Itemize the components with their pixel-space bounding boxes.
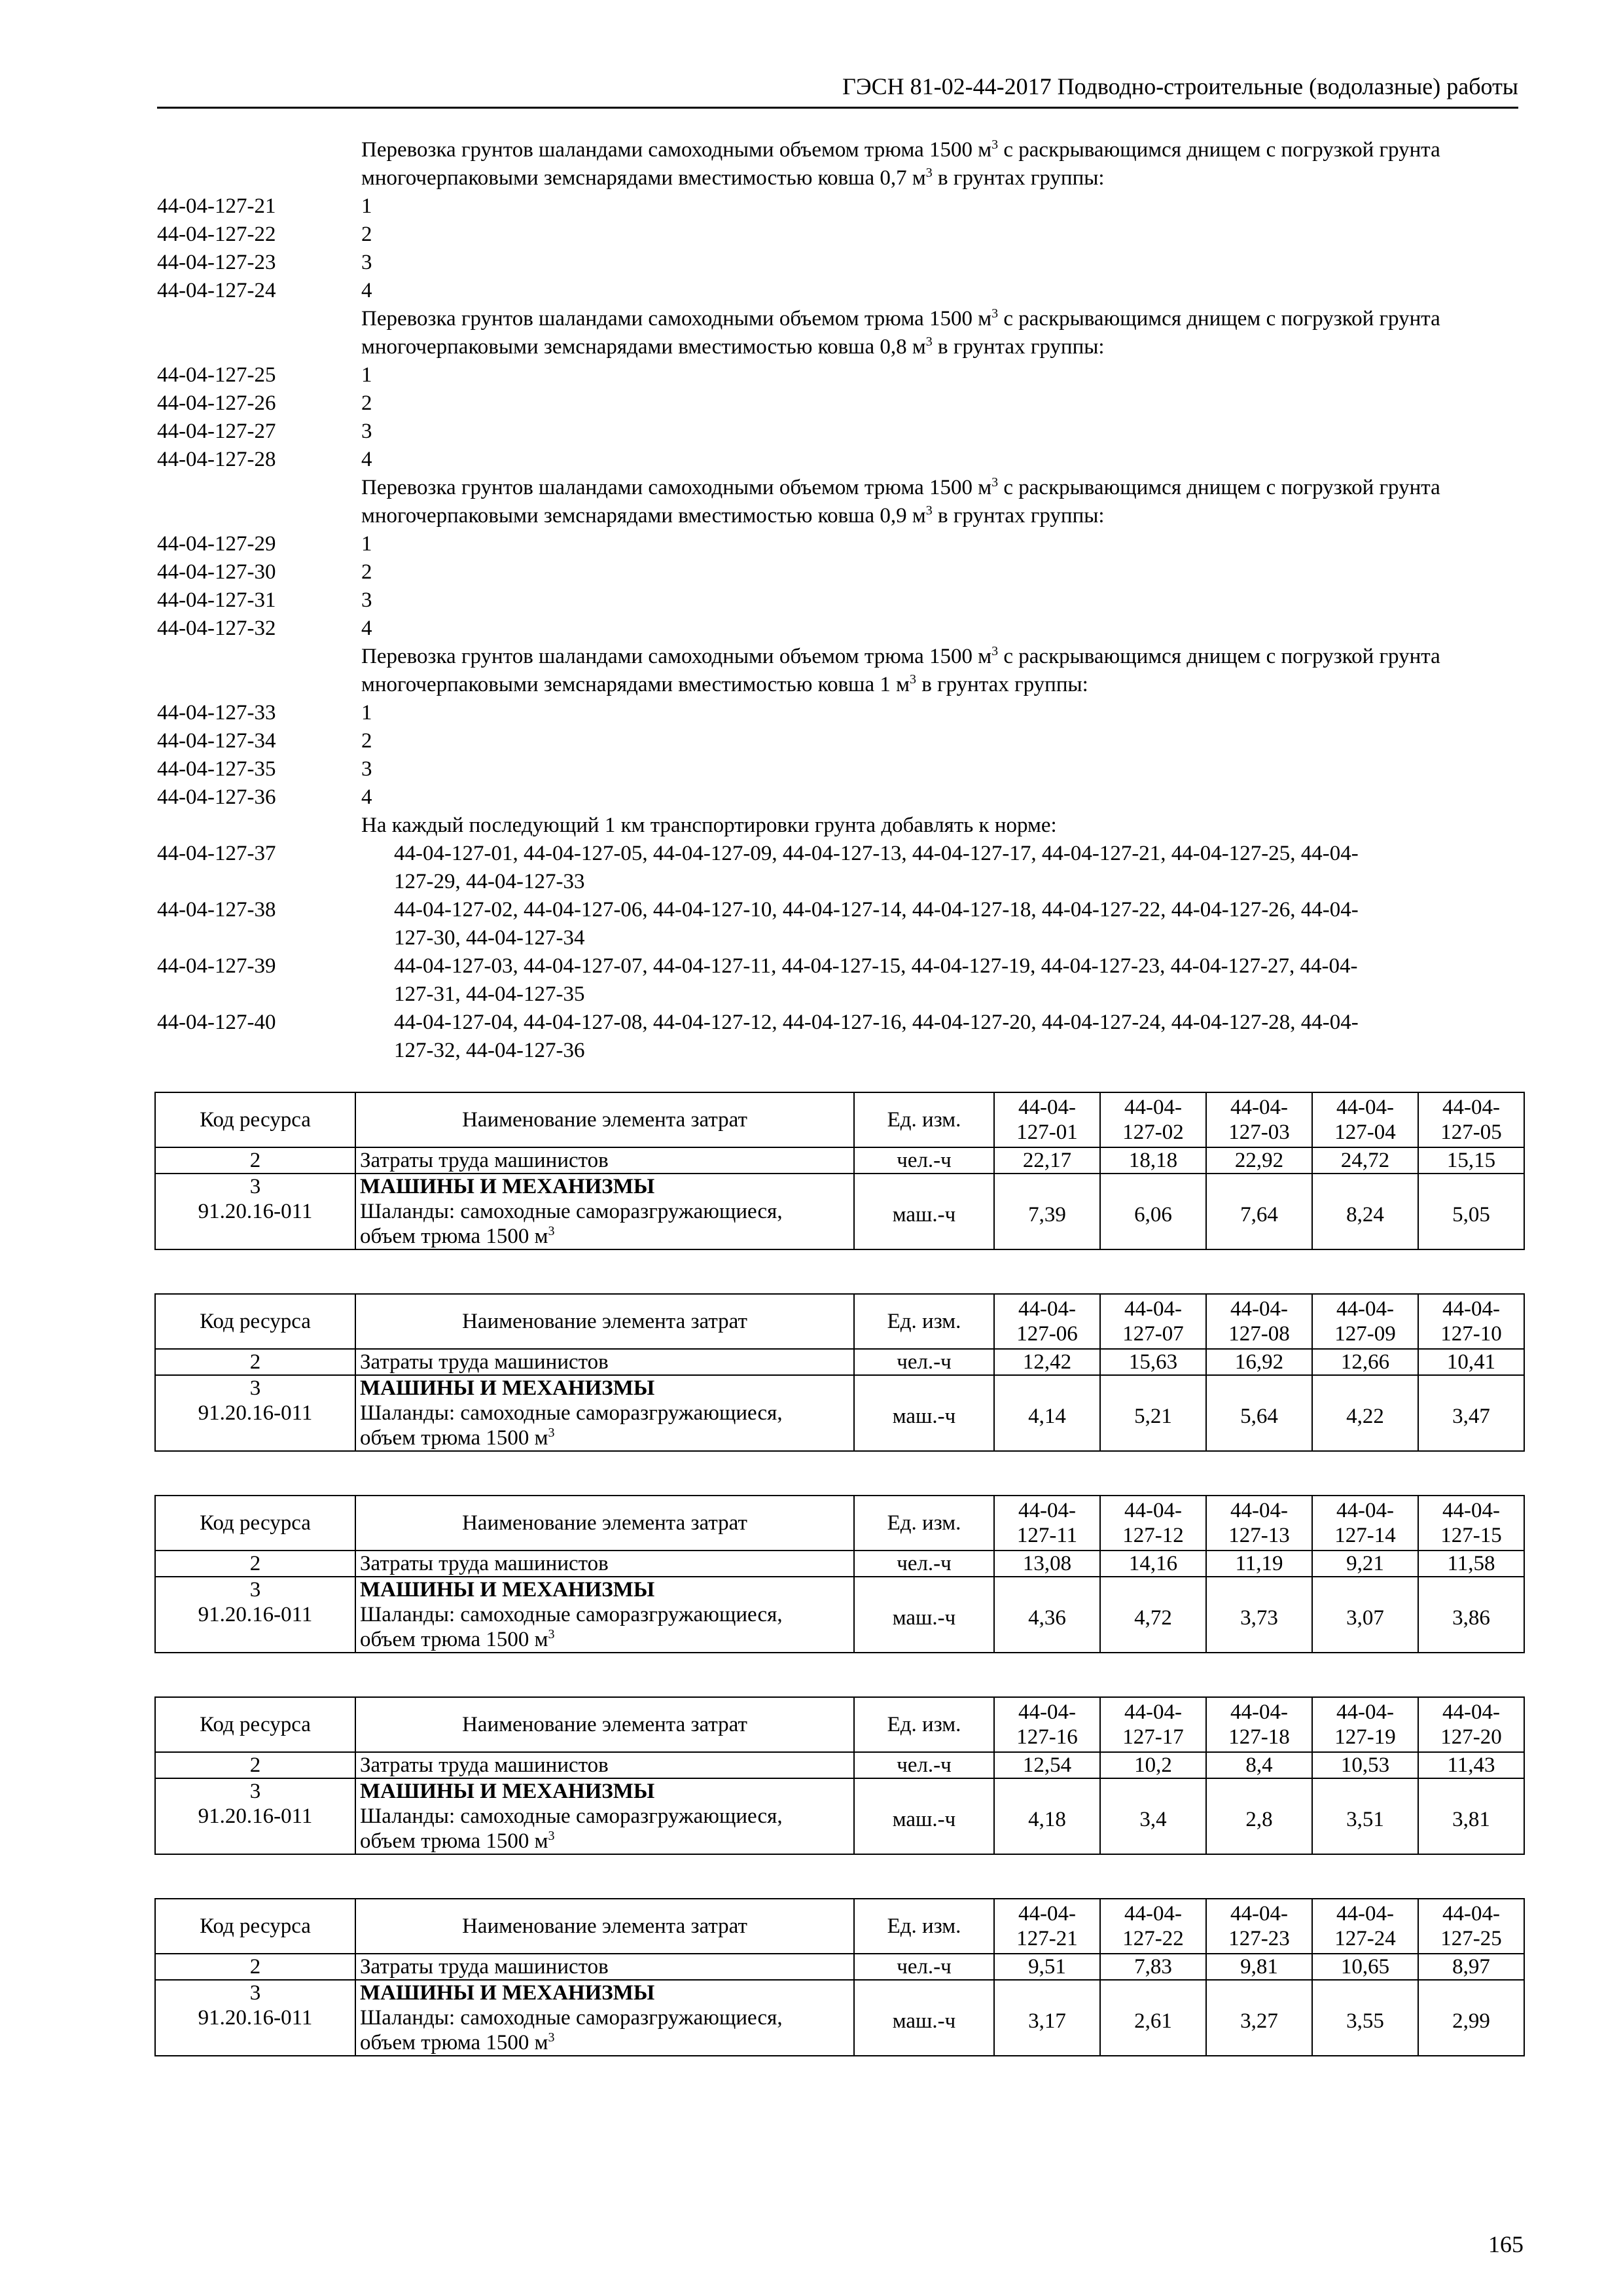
norm-code-prefix: 44-04- xyxy=(1230,1096,1288,1119)
soil-group: 4 xyxy=(361,448,372,471)
norm-code-prefix: 44-04- xyxy=(1442,1902,1500,1926)
section-code: 3 xyxy=(249,1981,261,2005)
table-header-row xyxy=(155,1899,1524,1954)
norm-code-suffix: 127-10 xyxy=(1440,1322,1502,1346)
header-norm-code xyxy=(1312,1294,1418,1349)
resource-unit: чел.-ч xyxy=(854,1147,994,1174)
table-row xyxy=(155,1349,1524,1375)
soil-group: 1 xyxy=(361,363,372,387)
norm-code: 44-04-127-28 xyxy=(157,448,276,471)
norm-code: 44-04-127-33 xyxy=(157,701,276,725)
norm-code: 44-04-127-23 xyxy=(157,251,276,274)
header-norm-code xyxy=(1206,1899,1312,1954)
header-rule xyxy=(157,107,1518,109)
norm-code-prefix: 44-04- xyxy=(1230,1700,1288,1724)
table-row xyxy=(155,1778,1524,1854)
header-norm-code xyxy=(994,1092,1100,1147)
norm-item xyxy=(157,277,1518,305)
header-norm-code xyxy=(1312,1899,1418,1954)
resource-value: 3,4 xyxy=(1100,1778,1206,1854)
soil-group: 3 xyxy=(361,588,372,612)
additional-codes-line: 44-04-127-03, 44-04-127-07, 44-04-127-11, 44-04-127-15, 44-04-127-19, 44-04-127-23, 44-04-127-27, 44-04- xyxy=(394,954,1358,978)
resource-value: 5,21 xyxy=(1100,1375,1206,1451)
norm-code-suffix: 127-07 xyxy=(1122,1322,1184,1346)
norm-item xyxy=(157,249,1518,277)
resource-value: 24,72 xyxy=(1312,1147,1418,1174)
norm-code-prefix: 44-04- xyxy=(1018,1902,1076,1926)
header-norm-code xyxy=(994,1899,1100,1954)
section-title: МАШИНЫ И МЕХАНИЗМЫ xyxy=(360,1981,655,2005)
soil-group: 4 xyxy=(361,279,372,302)
group-description: Перевозка грунтов шаландами самоходными объемом трюма 1500 $м^3$ с раскрывающимся днищем с погрузкой грунта многочерпаковыми земснарядами вместимостью ковша 0,9 $м^3$ в грунтах группы: xyxy=(361,475,1440,528)
resource-value: 3,81 xyxy=(1418,1778,1524,1854)
soil-group: 2 xyxy=(361,560,372,584)
resource-unit: чел.-ч xyxy=(854,1551,994,1577)
machine-name-text: объем трюма 1500 м xyxy=(360,1628,548,1651)
header-norm-code xyxy=(1206,1092,1312,1147)
header-code: Код ресурса xyxy=(155,1294,355,1349)
machine-code: 91.20.16-011 xyxy=(198,1603,313,1626)
resource-value: 8,24 xyxy=(1312,1174,1418,1249)
norm-code-prefix: 44-04- xyxy=(1336,1700,1394,1724)
norm-code-suffix: 127-12 xyxy=(1122,1524,1184,1547)
group-description: Перевозка грунтов шаландами самоходными объемом трюма 1500 $м^3$ с раскрывающимся днищем с погрузкой грунта многочерпаковыми земснарядами вместимостью ковша 1 $м^3$ в грунтах группы: xyxy=(361,644,1440,696)
norm-code-prefix: 44-04- xyxy=(1124,1499,1182,1522)
header-norm-code xyxy=(994,1697,1100,1752)
norm-code-suffix: 127-16 xyxy=(1016,1725,1078,1749)
header-code: Код ресурса xyxy=(155,1092,355,1147)
resource-unit: чел.-ч xyxy=(854,1752,994,1778)
resource-value: 3,55 xyxy=(1312,1980,1418,2056)
resource-value: 12,54 xyxy=(994,1752,1100,1778)
resource-value: 6,06 xyxy=(1100,1174,1206,1249)
resource-code: 2 xyxy=(155,1954,355,1980)
header-norm-code xyxy=(1312,1092,1418,1147)
additional-codes-line: 44-04-127-01, 44-04-127-05, 44-04-127-09, 44-04-127-13, 44-04-127-17, 44-04-127-21, 44-04-127-25, 44-04- xyxy=(394,842,1359,865)
resource-value: 11,58 xyxy=(1418,1551,1524,1577)
resource-value: 5,05 xyxy=(1418,1174,1524,1249)
norm-code-suffix: 127-01 xyxy=(1016,1121,1078,1144)
resource-code xyxy=(155,1375,355,1451)
resource-code xyxy=(155,1778,355,1854)
resource-name xyxy=(355,1174,854,1249)
additional-item xyxy=(157,952,1518,1009)
resource-value: 10,41 xyxy=(1418,1349,1524,1375)
table-row xyxy=(155,1551,1524,1577)
soil-group: 4 xyxy=(361,617,372,640)
norm-code-prefix: 44-04- xyxy=(1018,1297,1076,1321)
resource-name xyxy=(355,1375,854,1451)
resource-code: 2 xyxy=(155,1551,355,1577)
soil-group: 2 xyxy=(361,729,372,753)
resource-value: 4,18 xyxy=(994,1778,1100,1854)
additional-item xyxy=(157,896,1518,952)
norm-code-suffix: 127-17 xyxy=(1122,1725,1184,1749)
soil-group: 1 xyxy=(361,701,372,725)
superscript: 3 xyxy=(548,1627,555,1641)
resource-value: 3,86 xyxy=(1418,1577,1524,1653)
resource-table xyxy=(154,1898,1525,2056)
resource-code xyxy=(155,1174,355,1249)
norm-item xyxy=(157,389,1518,418)
norm-code-prefix: 44-04- xyxy=(1336,1297,1394,1321)
resource-table xyxy=(154,1696,1525,1855)
resource-value: 9,51 xyxy=(994,1954,1100,1980)
resource-value: 8,4 xyxy=(1206,1752,1312,1778)
machine-name-text: объем трюма 1500 м xyxy=(360,1426,548,1450)
resource-value: 15,15 xyxy=(1418,1147,1524,1174)
machine-name-text: объем трюма 1500 м xyxy=(360,2031,548,2054)
table-row xyxy=(155,1147,1524,1174)
superscript: 3 xyxy=(548,1426,555,1440)
soil-group: 3 xyxy=(361,757,372,781)
norm-item xyxy=(157,783,1518,812)
resource-value: 4,14 xyxy=(994,1375,1100,1451)
machine-name-text: объем трюма 1500 м xyxy=(360,1829,548,1853)
norm-code-prefix: 44-04- xyxy=(1442,1499,1500,1522)
resource-value: 2,99 xyxy=(1418,1980,1524,2056)
norm-item xyxy=(157,192,1518,221)
section-code: 3 xyxy=(249,1175,261,1198)
machine-name-line xyxy=(360,1426,849,1450)
norm-item xyxy=(157,446,1518,474)
machine-name-line: Шаланды: самоходные саморазгружающиеся, xyxy=(360,2006,783,2030)
norm-code: 44-04-127-36 xyxy=(157,785,276,809)
table-row xyxy=(155,1980,1524,2056)
norm-code: 44-04-127-39 xyxy=(157,954,276,978)
header-norm-code xyxy=(994,1294,1100,1349)
norm-item xyxy=(157,418,1518,446)
group-description: Перевозка грунтов шаландами самоходными объемом трюма 1500 $м^3$ с раскрывающимся днищем с погрузкой грунта многочерпаковыми земснарядами вместимостью ковша 0,7 $м^3$ в грунтах группы: xyxy=(361,137,1440,190)
machine-code: 91.20.16-011 xyxy=(198,1804,313,1828)
norm-code-prefix: 44-04- xyxy=(1124,1297,1182,1321)
section-title: МАШИНЫ И МЕХАНИЗМЫ xyxy=(360,1780,655,1803)
additional-title: На каждый последующий 1 км транспортировки грунта добавлять к норме: xyxy=(361,814,1057,837)
machine-name-line xyxy=(360,2030,849,2055)
resource-value: 7,64 xyxy=(1206,1174,1312,1249)
norm-item xyxy=(157,530,1518,558)
resource-value: 7,83 xyxy=(1100,1954,1206,1980)
additional-codes-line: 127-32, 44-04-127-36 xyxy=(394,1039,585,1062)
norm-code-suffix: 127-21 xyxy=(1016,1927,1078,1950)
resource-code xyxy=(155,1980,355,2056)
soil-group: 1 xyxy=(361,532,372,556)
resource-name xyxy=(355,1980,854,2056)
soil-group: 3 xyxy=(361,420,372,443)
page-number: 165 xyxy=(1488,2231,1524,2257)
resource-value: 4,36 xyxy=(994,1577,1100,1653)
resource-value: 3,47 xyxy=(1418,1375,1524,1451)
norm-code: 44-04-127-31 xyxy=(157,588,276,612)
header-name: Наименование элемента затрат xyxy=(355,1496,854,1551)
resource-value: 12,42 xyxy=(994,1349,1100,1375)
superscript: 3 xyxy=(548,2030,555,2045)
resource-value: 14,16 xyxy=(1100,1551,1206,1577)
header-unit: Ед. изм. xyxy=(854,1899,994,1954)
resource-table xyxy=(154,1293,1525,1452)
norm-code-suffix: 127-23 xyxy=(1228,1927,1290,1950)
norm-item xyxy=(157,755,1518,783)
superscript: 3 xyxy=(548,1224,555,1238)
table-header-row xyxy=(155,1496,1524,1551)
machine-name-line xyxy=(360,1224,849,1249)
norm-code-prefix: 44-04- xyxy=(1336,1499,1394,1522)
header-code: Код ресурса xyxy=(155,1899,355,1954)
resource-value: 13,08 xyxy=(994,1551,1100,1577)
machine-name-line xyxy=(360,1829,849,1854)
norm-code-prefix: 44-04- xyxy=(1124,1700,1182,1724)
header-norm-code xyxy=(1206,1496,1312,1551)
norm-code-prefix: 44-04- xyxy=(1230,1902,1288,1926)
norm-item xyxy=(157,221,1518,249)
norm-code-suffix: 127-05 xyxy=(1440,1121,1502,1144)
header-name: Наименование элемента затрат xyxy=(355,1899,854,1954)
norm-code-suffix: 127-02 xyxy=(1122,1121,1184,1144)
table-header-row xyxy=(155,1294,1524,1349)
norm-code-suffix: 127-19 xyxy=(1334,1725,1396,1749)
resource-name xyxy=(355,1577,854,1653)
norm-list xyxy=(157,136,1518,1065)
header-norm-code xyxy=(1312,1697,1418,1752)
resource-unit: маш.-ч xyxy=(854,1980,994,2056)
norm-code: 44-04-127-32 xyxy=(157,617,276,640)
soil-group: 1 xyxy=(361,194,372,218)
header-unit: Ед. изм. xyxy=(854,1697,994,1752)
header-norm-code xyxy=(1206,1294,1312,1349)
resource-unit: маш.-ч xyxy=(854,1174,994,1249)
soil-group: 2 xyxy=(361,391,372,415)
norm-code-suffix: 127-20 xyxy=(1440,1725,1502,1749)
resource-code xyxy=(155,1577,355,1653)
soil-group: 2 xyxy=(361,223,372,246)
additional-item xyxy=(157,1009,1518,1065)
resource-value: 11,43 xyxy=(1418,1752,1524,1778)
norm-code-suffix: 127-06 xyxy=(1016,1322,1078,1346)
norm-code-prefix: 44-04- xyxy=(1018,1096,1076,1119)
section-code: 3 xyxy=(249,1578,261,1602)
norm-code: 44-04-127-40 xyxy=(157,1011,276,1034)
resource-value: 2,8 xyxy=(1206,1778,1312,1854)
resource-value: 12,66 xyxy=(1312,1349,1418,1375)
header-unit: Ед. изм. xyxy=(854,1092,994,1147)
machine-code: 91.20.16-011 xyxy=(198,1401,313,1425)
resource-unit: маш.-ч xyxy=(854,1375,994,1451)
resource-value: 8,97 xyxy=(1418,1954,1524,1980)
resource-unit: маш.-ч xyxy=(854,1778,994,1854)
header-norm-code xyxy=(1418,1697,1524,1752)
norm-code-suffix: 127-15 xyxy=(1440,1524,1502,1547)
norm-item xyxy=(157,615,1518,643)
section-title: МАШИНЫ И МЕХАНИЗМЫ xyxy=(360,1376,655,1400)
resource-unit: чел.-ч xyxy=(854,1954,994,1980)
norm-code: 44-04-127-21 xyxy=(157,194,276,218)
norm-item xyxy=(157,699,1518,727)
norm-code-suffix: 127-22 xyxy=(1122,1927,1184,1950)
norm-code-prefix: 44-04- xyxy=(1018,1499,1076,1522)
resource-value: 4,22 xyxy=(1312,1375,1418,1451)
header-name: Наименование элемента затрат xyxy=(355,1697,854,1752)
header-norm-code xyxy=(1100,1697,1206,1752)
section-title: МАШИНЫ И МЕХАНИЗМЫ xyxy=(360,1175,655,1198)
norm-code: 44-04-127-26 xyxy=(157,391,276,415)
norm-code-suffix: 127-25 xyxy=(1440,1927,1502,1950)
superscript: 3 xyxy=(548,1829,555,1843)
norm-code-prefix: 44-04- xyxy=(1124,1902,1182,1926)
resource-value: 4,72 xyxy=(1100,1577,1206,1653)
norm-code-prefix: 44-04- xyxy=(1336,1902,1394,1926)
norm-code-suffix: 127-08 xyxy=(1228,1322,1290,1346)
table-row xyxy=(155,1752,1524,1778)
norm-code-prefix: 44-04- xyxy=(1230,1499,1288,1522)
norm-code: 44-04-127-38 xyxy=(157,898,276,922)
additional-codes-line: 127-29, 44-04-127-33 xyxy=(394,870,585,893)
norm-code: 44-04-127-27 xyxy=(157,420,276,443)
norm-code-prefix: 44-04- xyxy=(1442,1096,1500,1119)
header-norm-code xyxy=(1100,1092,1206,1147)
norm-code-suffix: 127-04 xyxy=(1334,1121,1396,1144)
resource-code: 2 xyxy=(155,1147,355,1174)
resource-value: 5,64 xyxy=(1206,1375,1312,1451)
machine-name-line: Шаланды: самоходные саморазгружающиеся, xyxy=(360,1401,783,1425)
resource-value: 3,73 xyxy=(1206,1577,1312,1653)
resource-code: 2 xyxy=(155,1349,355,1375)
norm-code-suffix: 127-09 xyxy=(1334,1322,1396,1346)
machine-name-line: Шаланды: самоходные саморазгружающиеся, xyxy=(360,1200,783,1223)
resource-name: Затраты труда машинистов xyxy=(355,1752,854,1778)
resource-value: 2,61 xyxy=(1100,1980,1206,2056)
header-norm-code xyxy=(1100,1496,1206,1551)
resource-value: 22,92 xyxy=(1206,1147,1312,1174)
header-norm-code xyxy=(1418,1294,1524,1349)
resource-name: Затраты труда машинистов xyxy=(355,1349,854,1375)
resource-unit: чел.-ч xyxy=(854,1349,994,1375)
section-code: 3 xyxy=(249,1376,261,1400)
header-norm-code xyxy=(1100,1294,1206,1349)
resource-table xyxy=(154,1495,1525,1653)
additional-codes-line: 127-30, 44-04-127-34 xyxy=(394,926,585,950)
header-name: Наименование элемента затрат xyxy=(355,1294,854,1349)
norm-code-suffix: 127-18 xyxy=(1228,1725,1290,1749)
header-norm-code xyxy=(1206,1697,1312,1752)
additional-codes-line: 127-31, 44-04-127-35 xyxy=(394,982,585,1006)
soil-group: 3 xyxy=(361,251,372,274)
norm-code-suffix: 127-11 xyxy=(1016,1524,1078,1547)
resource-name: Затраты труда машинистов xyxy=(355,1551,854,1577)
resource-unit: маш.-ч xyxy=(854,1577,994,1653)
resource-value: 3,51 xyxy=(1312,1778,1418,1854)
table-row xyxy=(155,1577,1524,1653)
norm-item xyxy=(157,586,1518,615)
norm-item xyxy=(157,361,1518,389)
resource-value: 3,17 xyxy=(994,1980,1100,2056)
header-norm-code xyxy=(1312,1496,1418,1551)
header-code: Код ресурса xyxy=(155,1697,355,1752)
machine-name-line: Шаланды: самоходные саморазгружающиеся, xyxy=(360,1603,783,1626)
resource-table xyxy=(154,1092,1525,1250)
norm-code-prefix: 44-04- xyxy=(1336,1096,1394,1119)
header-norm-code xyxy=(994,1496,1100,1551)
table-row xyxy=(155,1375,1524,1451)
table-header-row xyxy=(155,1697,1524,1752)
norm-code-prefix: 44-04- xyxy=(1442,1297,1500,1321)
norm-code-suffix: 127-13 xyxy=(1228,1524,1290,1547)
norm-code: 44-04-127-29 xyxy=(157,532,276,556)
resource-value: 7,39 xyxy=(994,1174,1100,1249)
resource-value: 18,18 xyxy=(1100,1147,1206,1174)
resource-value: 22,17 xyxy=(994,1147,1100,1174)
resource-name: Затраты труда машинистов xyxy=(355,1954,854,1980)
header-norm-code xyxy=(1418,1092,1524,1147)
header-code: Код ресурса xyxy=(155,1496,355,1551)
soil-group: 4 xyxy=(361,785,372,809)
resource-name: Затраты труда машинистов xyxy=(355,1147,854,1174)
additional-codes-line: 44-04-127-04, 44-04-127-08, 44-04-127-12, 44-04-127-16, 44-04-127-20, 44-04-127-24, 44-04-127-28, 44-04- xyxy=(394,1011,1359,1034)
header-norm-code xyxy=(1418,1496,1524,1551)
table-header-row xyxy=(155,1092,1524,1147)
resource-value: 10,53 xyxy=(1312,1752,1418,1778)
table-row xyxy=(155,1954,1524,1980)
section-code: 3 xyxy=(249,1780,261,1803)
resource-value: 15,63 xyxy=(1100,1349,1206,1375)
norm-code: 44-04-127-25 xyxy=(157,363,276,387)
resource-value: 3,27 xyxy=(1206,1980,1312,2056)
resource-value: 9,81 xyxy=(1206,1954,1312,1980)
norm-code-suffix: 127-14 xyxy=(1334,1524,1396,1547)
running-header: ГЭСН 81-02-44-2017 Подводно-строительные (водолазные) работы xyxy=(842,73,1518,99)
additional-codes-line: 44-04-127-02, 44-04-127-06, 44-04-127-10, 44-04-127-14, 44-04-127-18, 44-04-127-22, 44-04-127-26, 44-04- xyxy=(394,898,1359,922)
norm-code-prefix: 44-04- xyxy=(1124,1096,1182,1119)
norm-item xyxy=(157,727,1518,755)
norm-code: 44-04-127-34 xyxy=(157,729,276,753)
resource-name xyxy=(355,1778,854,1854)
resource-value: 11,19 xyxy=(1206,1551,1312,1577)
norm-code-prefix: 44-04- xyxy=(1018,1700,1076,1724)
resource-value: 16,92 xyxy=(1206,1349,1312,1375)
norm-code: 44-04-127-35 xyxy=(157,757,276,781)
resource-value: 10,2 xyxy=(1100,1752,1206,1778)
norm-code-suffix: 127-03 xyxy=(1228,1121,1290,1144)
additional-item xyxy=(157,840,1518,896)
resource-value: 3,07 xyxy=(1312,1577,1418,1653)
group-description: Перевозка грунтов шаландами самоходными объемом трюма 1500 $м^3$ с раскрывающимся днищем с погрузкой грунта многочерпаковыми земснарядами вместимостью ковша 0,8 $м^3$ в грунтах группы: xyxy=(361,306,1440,359)
section-title: МАШИНЫ И МЕХАНИЗМЫ xyxy=(360,1578,655,1602)
table-row xyxy=(155,1174,1524,1249)
norm-code-prefix: 44-04- xyxy=(1442,1700,1500,1724)
norm-code: 44-04-127-30 xyxy=(157,560,276,584)
machine-name-text: объем трюма 1500 м xyxy=(360,1225,548,1248)
machine-code: 91.20.16-011 xyxy=(198,1200,313,1223)
norm-code-prefix: 44-04- xyxy=(1230,1297,1288,1321)
resource-value: 9,21 xyxy=(1312,1551,1418,1577)
header-unit: Ед. изм. xyxy=(854,1294,994,1349)
norm-code: 44-04-127-22 xyxy=(157,223,276,246)
resource-value: 10,65 xyxy=(1312,1954,1418,1980)
header-norm-code xyxy=(1418,1899,1524,1954)
resource-code: 2 xyxy=(155,1752,355,1778)
header-name: Наименование элемента затрат xyxy=(355,1092,854,1147)
header-norm-code xyxy=(1100,1899,1206,1954)
header-unit: Ед. изм. xyxy=(854,1496,994,1551)
norm-code-suffix: 127-24 xyxy=(1334,1927,1396,1950)
machine-code: 91.20.16-011 xyxy=(198,2006,313,2030)
norm-code: 44-04-127-37 xyxy=(157,842,276,865)
machine-name-line xyxy=(360,1627,849,1652)
machine-name-line: Шаланды: самоходные саморазгружающиеся, xyxy=(360,1804,783,1828)
norm-code: 44-04-127-24 xyxy=(157,279,276,302)
norm-item xyxy=(157,558,1518,586)
